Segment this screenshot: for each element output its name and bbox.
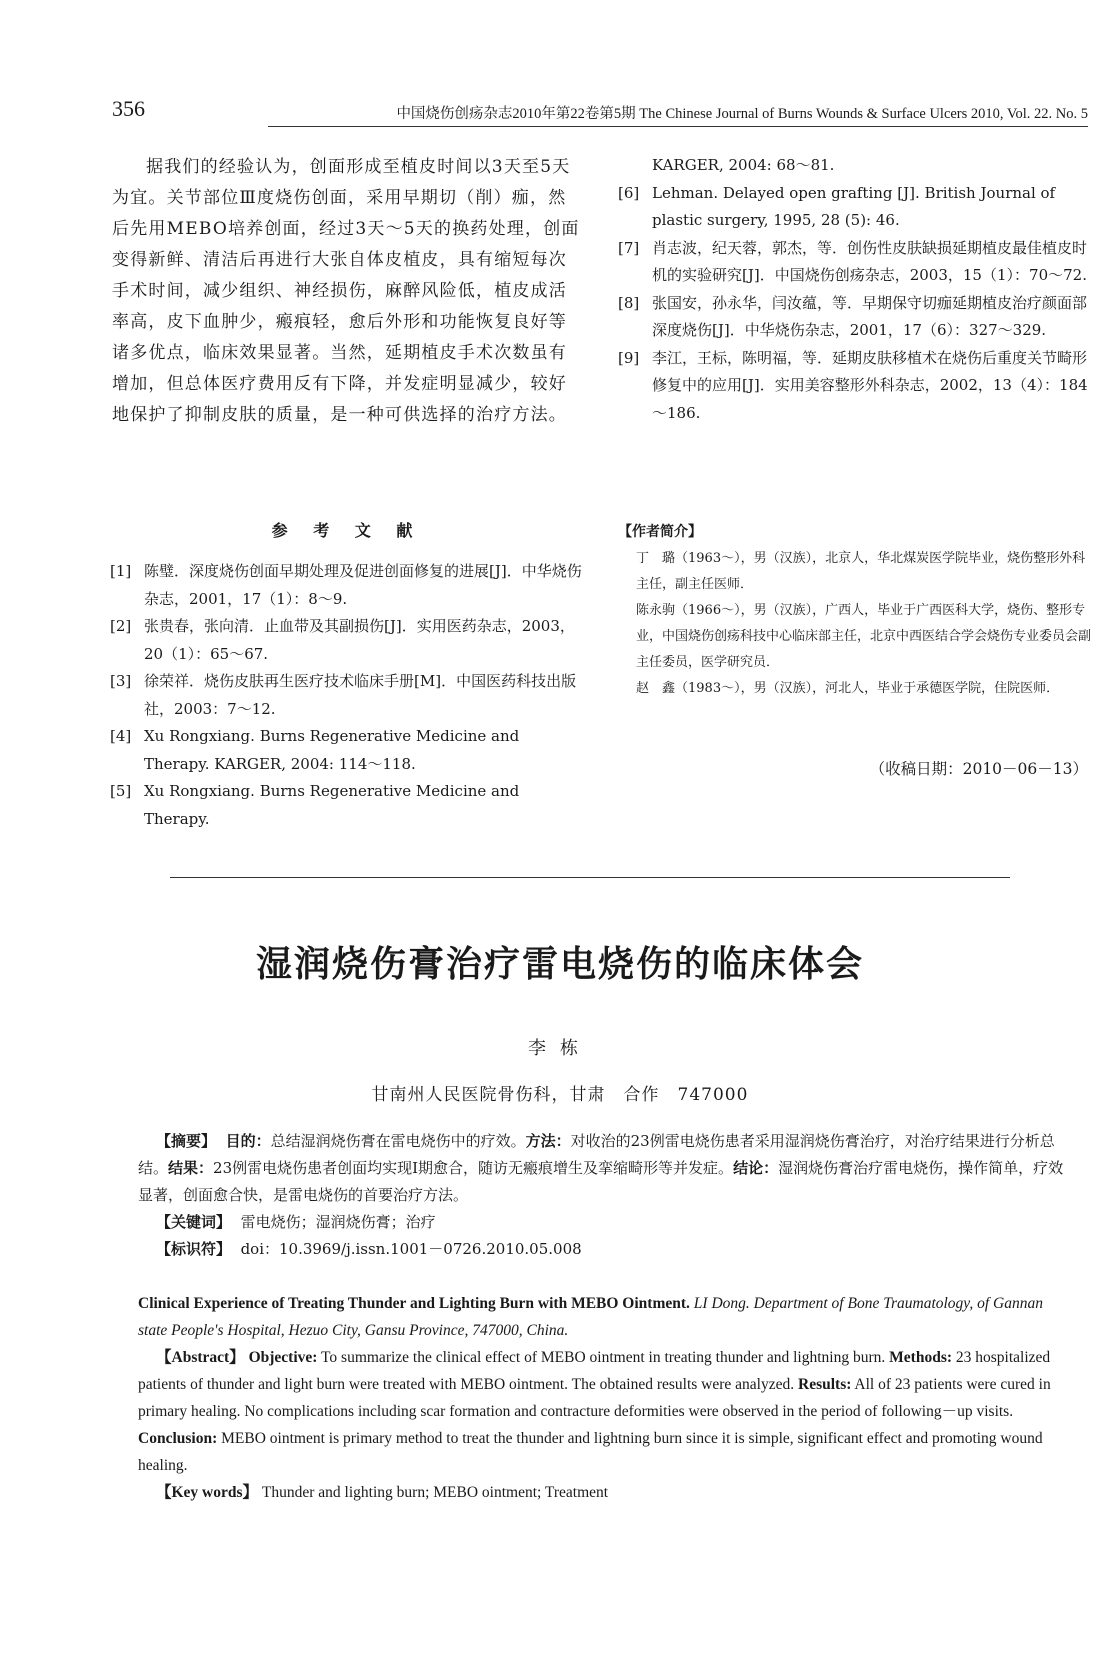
- methods-text: 对收治的23例雷电烧伤患者采用湿润烧伤膏治疗，对治疗结果进行分析总结。: [138, 1132, 1055, 1177]
- reference-item: [618, 152, 1092, 180]
- abstract-label: 【摘要】: [156, 1132, 217, 1150]
- author-info: [636, 546, 1092, 702]
- english-keywords-label: 【Key words】: [156, 1484, 259, 1501]
- english-objective-text: To summarize the clinical effect of MEBO ointment in treating thunder and lightning burn.: [321, 1349, 886, 1366]
- running-header: 中国烧伤创疡杂志2010年第22卷第5期 The Chinese Journal of Burns Wounds & Surface Ulcers 2010, Vol. 22. No. 5: [396, 106, 1088, 122]
- article-affiliation: 甘南州人民医院骨伤科，甘肃 合作 747000: [371, 1085, 749, 1105]
- reference-number: [9]: [618, 348, 640, 367]
- reference-number: [618, 152, 652, 180]
- reference-item: [110, 558, 584, 613]
- page-number: 356: [112, 96, 145, 121]
- received-date: （收稿日期：2010－06－13）: [869, 760, 1088, 778]
- reference-text: 陈璧．深度烧伤创面早期处理及促进创面修复的进展[J]．中华烧伤杂志，2001，17（1）：8～9.: [144, 562, 582, 608]
- reference-text: 肖志波，纪天蓉，郭杰，等．创伤性皮肤缺损延期植皮最佳植皮时机的实验研究[J]．中国烧伤创疡杂志，2003，15（1）：70～72.: [652, 238, 1088, 284]
- reference-number: [5]: [110, 782, 132, 800]
- english-abstract-label: 【Abstract】: [156, 1349, 245, 1366]
- english-byline: LI Dong. Department of Bone Traumatology, of Gannan state People's Hospital, Hezuo City, Gansu Province, 747000, China.: [138, 1295, 1043, 1339]
- reference-item: [618, 180, 1092, 235]
- article-title: 湿润烧伤膏治疗雷电烧伤的临床体会: [255, 944, 864, 985]
- reference-item: [618, 345, 1092, 428]
- header-rule: [268, 126, 1088, 127]
- reference-item: [618, 235, 1092, 290]
- reference-number: [3]: [110, 672, 132, 690]
- english-abstract: [138, 1290, 1072, 1506]
- reference-number: [2]: [110, 617, 132, 635]
- methods-label: 方法：: [525, 1132, 571, 1150]
- author-entry: 赵 鑫（1983～），男（汉族），河北人，毕业于承德医学院，住院医师．: [636, 681, 1060, 696]
- english-conclusion-text: MEBO ointment is primary method to treat the thunder and lightning burn since it is simple, significant effect and promoting wound healing.: [138, 1430, 1043, 1474]
- reference-text: Xu Rongxiang. Burns Regenerative Medicine and Therapy. KARGER, 2004: 114～118.: [144, 727, 520, 773]
- reference-item: [618, 290, 1092, 345]
- conclusion-label: 结论：: [733, 1159, 779, 1177]
- english-methods-label: Methods:: [889, 1349, 953, 1366]
- chinese-abstract: [138, 1128, 1072, 1263]
- reference-text: 李江，王标，陈明福，等．延期皮肤移植术在烧伤后重度关节畸形修复中的应用[J]．实用美容整形外科杂志，2002，13（4）：184～186.: [652, 348, 1088, 422]
- reference-number: [7]: [618, 238, 640, 257]
- article-divider: [170, 877, 1010, 878]
- references-left-column: [110, 558, 584, 833]
- conclusion-text: 湿润烧伤膏治疗雷电烧伤，操作简单，疗效显著，创面愈合快，是雷电烧伤的首要治疗方法。: [138, 1159, 1064, 1204]
- body-paragraph: 据我们的经验认为，创面形成至植皮时间以3天至5天为宜。关节部位Ⅲ度烧伤创面，采用早期切（削）痂，然后先用MEBO培养创面，经过3天～5天的换药处理，创面变得新鲜、清洁后再进行大张自体皮植皮，具有缩短每次手术时间，减少组织、神经损伤，麻醉风险低，植皮成活率高，皮下血肿少，瘢痕轻，愈后外形和功能恢复良好等诸多优点，临床效果显著。当然，延期植皮手术次数虽有增加，但总体医疗费用反有下降，并发症明显减少，较好地保护了抑制皮肤的质量，是一种可供选择的治疗方法。: [112, 157, 580, 425]
- english-methods-text: 23 hospitalized patients of thunder and light burn were treated with MEBO ointment. The obtained results were analyzed.: [138, 1349, 1051, 1393]
- abstract-paragraph: [138, 1128, 1072, 1209]
- english-objective-label: Objective:: [248, 1349, 318, 1366]
- identifier-label: 【标识符】: [156, 1240, 232, 1258]
- reference-text: 张国安，孙永华，闫汝蕴，等．早期保守切痂延期植皮治疗颜面部深度烧伤[J]．中华烧伤杂志，2001，17（6）：327～329.: [652, 293, 1088, 339]
- reference-text: Xu Rongxiang. Burns Regenerative Medicine and Therapy.: [144, 782, 520, 828]
- reference-text: KARGER, 2004: 68～81.: [652, 156, 835, 174]
- reference-text: 张贵春，张向清．止血带及其副损伤[J]．实用医药杂志，2003，20（1）：65～67.: [144, 617, 575, 663]
- english-results-label: Results:: [798, 1376, 852, 1393]
- keywords-label: 【关键词】: [156, 1213, 232, 1231]
- english-title: Clinical Experience of Treating Thunder and Lighting Burn with MEBO Ointment.: [138, 1295, 690, 1312]
- author-entry: 陈永驹（1966～），男（汉族），广西人，毕业于广西医科大学，烧伤、整形专业，中国烧伤创疡科技中心临床部主任，北京中西医结合学会烧伤专业委员会副主任委员，医学研究员．: [636, 603, 1092, 670]
- reference-item: [110, 613, 584, 668]
- results-text: 23例雷电烧伤患者创面均实现Ⅰ期愈合，随访无瘢痕增生及挛缩畸形等并发症。: [213, 1159, 734, 1177]
- english-conclusion-label: Conclusion:: [138, 1430, 218, 1447]
- reference-number: [6]: [618, 183, 640, 202]
- objective-text: 总结湿润烧伤膏在雷电烧伤中的疗效。: [270, 1132, 526, 1150]
- reference-item: [110, 778, 584, 833]
- reference-number: [8]: [618, 293, 640, 312]
- objective-label: 目的：: [225, 1132, 271, 1150]
- english-results-text: All of 23 patients were cured in primary healing. No complications including scar formation and contracture deformities were observed in the period of following－up visits.: [138, 1376, 1051, 1420]
- keywords-row: [138, 1209, 1072, 1236]
- references-right-column: [618, 152, 1092, 427]
- reference-text: Lehman. Delayed open grafting [J]. British Journal of plastic surgery, 1995, 28 (5): 46.: [652, 183, 1056, 229]
- doi-text: doi：10.3969/j.issn.1001－0726.2010.05.008: [240, 1240, 582, 1258]
- reference-number: [4]: [110, 727, 132, 745]
- english-title-row: [138, 1290, 1072, 1344]
- article-author: 李栋: [528, 1038, 592, 1059]
- reference-item: [110, 668, 584, 723]
- references-heading: 参 考 文 献: [271, 521, 423, 540]
- english-keywords-row: [138, 1479, 1072, 1506]
- english-keywords-text: Thunder and lighting burn; MEBO ointment; Treatment: [261, 1484, 609, 1501]
- author-entry: 丁 璐（1963～），男（汉族），北京人，华北煤炭医学院毕业，烧伤整形外科主任，副主任医师．: [636, 551, 1086, 592]
- keywords-text: 雷电烧伤；湿润烧伤膏；治疗: [240, 1213, 436, 1231]
- author-info-heading: 【作者简介】: [618, 524, 702, 540]
- english-abstract-paragraph: [138, 1344, 1072, 1479]
- reference-text: 徐荣祥．烧伤皮肤再生医疗技术临床手册[M]．中国医药科技出版社，2003：7～12.: [144, 672, 577, 718]
- results-label: 结果：: [168, 1159, 214, 1177]
- reference-item: [110, 723, 584, 778]
- identifier-row: [138, 1236, 1072, 1263]
- reference-number: [1]: [110, 562, 132, 580]
